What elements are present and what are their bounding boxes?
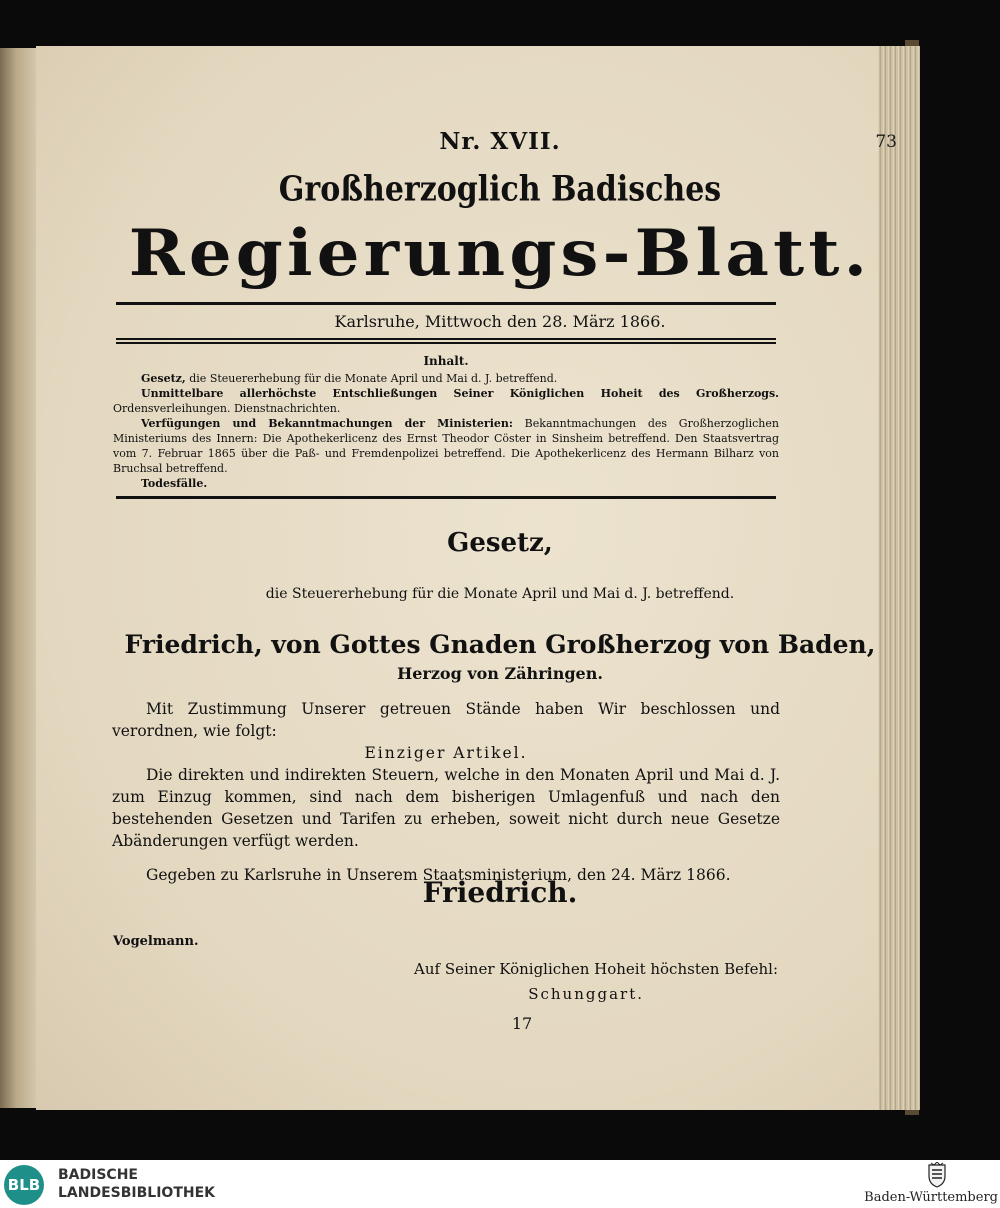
law-subtitle: die Steuererhebung für die Monate April und Mai d. J. betreffend. <box>265 586 735 602</box>
blb-logo-icon[interactable]: BLB <box>4 1165 44 1205</box>
divider <box>116 302 776 305</box>
countersignature: Vogelmann. <box>113 934 199 949</box>
state-crest-icon <box>927 1162 947 1188</box>
toc-item: Unmittelbare allerhöchste Entschließungen Seiner Königlichen Hoheit des Großherzogs. Ordensverleihungen. Dienstnachrichten. <box>113 387 779 415</box>
footer-bar <box>0 1160 1000 1208</box>
given-line: Gegeben zu Karlsruhe in Unserem Staatsministerium, den 24. März 1866. <box>146 866 731 884</box>
dateline: Karlsruhe, Mittwoch den 28. März 1866. <box>334 312 666 331</box>
divider <box>116 342 776 344</box>
article-heading: Einziger Artikel. <box>364 744 528 762</box>
library-name-line: BADISCHE <box>58 1167 138 1183</box>
library-name-line: LANDESBIBLIOTHEK <box>58 1185 216 1201</box>
intro-paragraph: Mit Zustimmung Unserer getreuen Stände haben Wir beschlossen und verordnen, wie folgt: <box>112 700 780 740</box>
library-name[interactable] <box>58 1166 215 1202</box>
article-paragraph: Die direkten und indirekten Steuern, welche in den Monaten April und Mai d. J. zum Einzug kommen, sind nach dem bisherigen Umlagenfuß und nach den bestehenden Gesetzen und Tarifen zu erheben, soweit nicht durch neue Gesetze Abänderungen verfügt werden. <box>112 766 780 850</box>
signature-ruler: Friedrich. <box>422 876 578 909</box>
law-heading: Gesetz, <box>447 528 553 558</box>
ruler-subtitle: Herzog von Zähringen. <box>397 664 603 683</box>
masthead-title: Regierungs-Blatt. <box>128 216 872 291</box>
command-line: Auf Seiner Königlichen Hoheit höchsten Befehl: <box>414 960 778 978</box>
law-body <box>112 698 780 886</box>
divider <box>116 338 776 340</box>
state-name: Baden-Württemberg <box>864 1190 998 1205</box>
ruler-title: Friedrich, von Gottes Gnaden Großherzog von Baden, <box>124 630 876 659</box>
toc-item: Verfügungen und Bekanntmachungen der Ministerien: Bekanntmachungen des Großherzoglichen Ministeriums des Innern: Die Apothekerlicenz des Ernst Theodor Cöster in Sinsheim betreffend. Den Staatsvertrag vom 7. Februar 1865 über die Paß- und Fremdenpolizei betreffend. Die Apothekerlicenz des Hermann Bilharz von Bruchsal betreffend. <box>113 417 779 475</box>
page-number: 73 <box>875 132 897 152</box>
secretary-name: Schunggart. <box>528 985 644 1003</box>
toc-item: Gesetz, die Steuererhebung für die Monate April und Mai d. J. betreffend. <box>141 372 558 385</box>
divider <box>116 496 776 499</box>
masthead-overtitle: Großherzoglich Badisches <box>278 169 722 210</box>
toc-item: Todesfälle. <box>141 477 208 490</box>
toc-heading: Inhalt. <box>423 354 469 368</box>
issue-number: Nr. XVII. <box>439 128 561 155</box>
table-of-contents <box>113 354 779 491</box>
sheet-signature: 17 <box>511 1014 533 1033</box>
